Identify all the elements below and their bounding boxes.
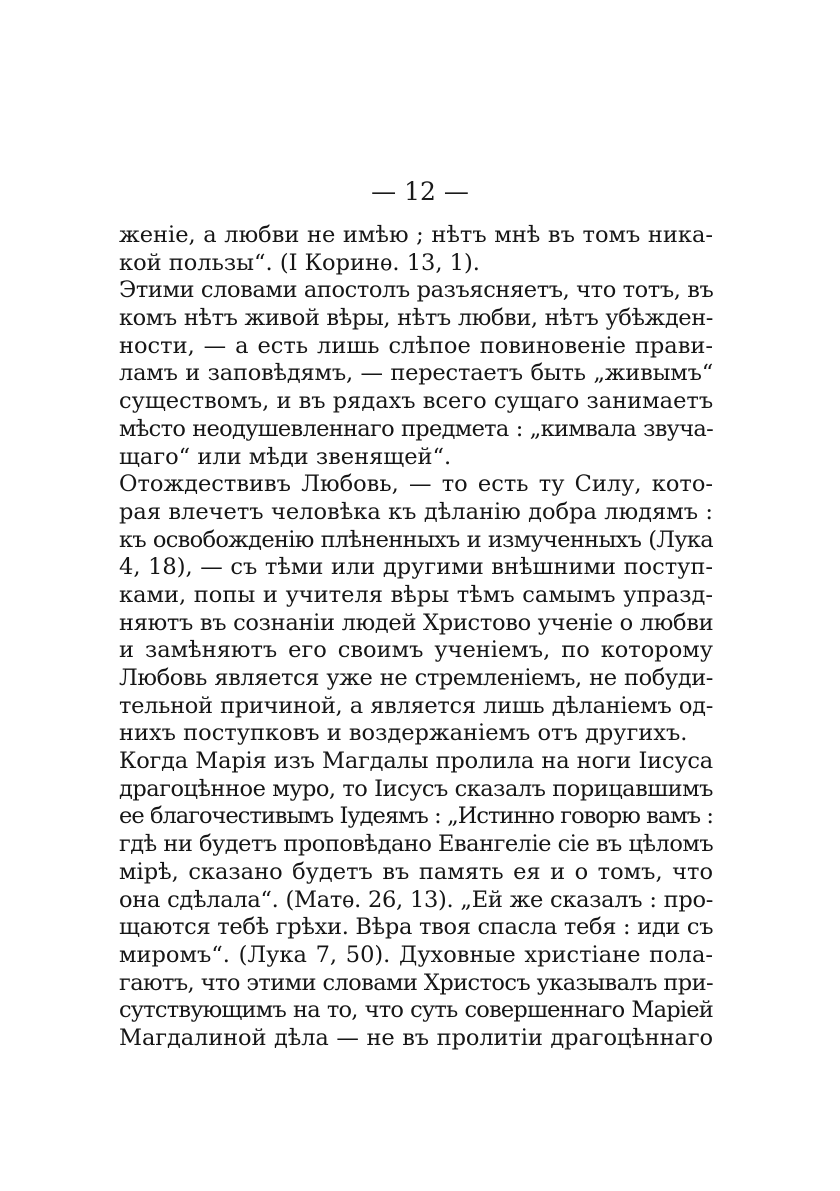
- text-line: ками, попы и учителя вѣры тѣмъ самымъ упразд-: [119, 581, 713, 608]
- text-line: женіе, а любви не имѣю ; нѣтъ мнѣ въ томъ ника-: [119, 222, 713, 248]
- text-line: Любовь является уже не стремленіемъ, не побуди-: [119, 665, 713, 691]
- text-line: щаго“ или мѣди звенящей“.: [119, 443, 452, 470]
- paragraph-first-line: Отождествивъ Любовь, — то есть ту Силу, кото-: [119, 471, 713, 498]
- paragraph-first-line: Этими словами апостолъ разъясняетъ, что тотъ, въ: [119, 277, 714, 304]
- text-line: ности, — а есть лишь слѣпое повиновеніе прави-: [119, 332, 713, 359]
- text-line: существомъ, и въ рядахъ всего сущаго занимаетъ: [119, 388, 714, 415]
- text-line: гдѣ ни будетъ проповѣдано Евангеліе сіе въ цѣломъ: [119, 831, 714, 858]
- text-line: ее благочестивымъ Іудеямъ : „Истинно говорю вамъ :: [119, 803, 713, 830]
- text-line: няютъ въ сознаніи людей Христово ученіе о любви: [119, 609, 714, 636]
- text-line: драгоцѣнное муро, то Іисусъ сказалъ порицавшимъ: [119, 775, 713, 802]
- text-line: 4, 18), — съ тѣми или другими внѣшними поступ-: [119, 554, 713, 581]
- text-line: нихъ поступковъ и воздержаніемъ отъ другихъ.: [119, 720, 688, 747]
- text-line: она сдѣлала“. (Матѳ. 26, 13). „Ей же сказалъ : про-: [119, 886, 713, 913]
- text-line: сутствующимъ на то, что суть совершеннаго Маріей: [119, 997, 713, 1024]
- paragraph-first-line: Когда Марія изъ Магдалы пролила на ноги Іисуса: [119, 748, 713, 775]
- text-line: мѣсто неодушевленнаго предмета : „кимвала звуча-: [119, 415, 713, 442]
- text-line: и замѣняютъ его своимъ ученіемъ, по которому: [119, 637, 713, 664]
- page-number: — 12 —: [371, 177, 469, 206]
- text-line: мірѣ, сказано будетъ въ память ея и о томъ, что: [119, 858, 713, 885]
- text-line: кой пользы“. (I Коринѳ. 13, 1).: [119, 249, 480, 276]
- text-line: миромъ“. (Лука 7, 50). Духовные христіане пола-: [119, 941, 713, 968]
- text-line: тельной причиной, а является лишь дѣланіемъ од-: [119, 692, 713, 719]
- text-line: рая влечетъ человѣка къ дѣланію добра людямъ :: [119, 498, 713, 525]
- text-line: гаютъ, что этими словами Христосъ указывалъ при-: [119, 969, 713, 996]
- text-line: Магдалиной дѣла — не въ пролитіи драгоцѣннаго: [119, 1024, 713, 1051]
- body-text: [119, 222, 713, 1053]
- text-line: щаются тебѣ грѣхи. Вѣра твоя спасла тебя : иди съ: [119, 914, 714, 941]
- text-line: къ освобожденію плѣненныхъ и измученныхъ (Лука: [119, 526, 713, 553]
- text-line: ламъ и заповѣдямъ, — перестаетъ быть „живымъ“: [119, 360, 713, 387]
- text-line: комъ нѣтъ живой вѣры, нѣтъ любви, нѣтъ убѣжден-: [119, 305, 713, 332]
